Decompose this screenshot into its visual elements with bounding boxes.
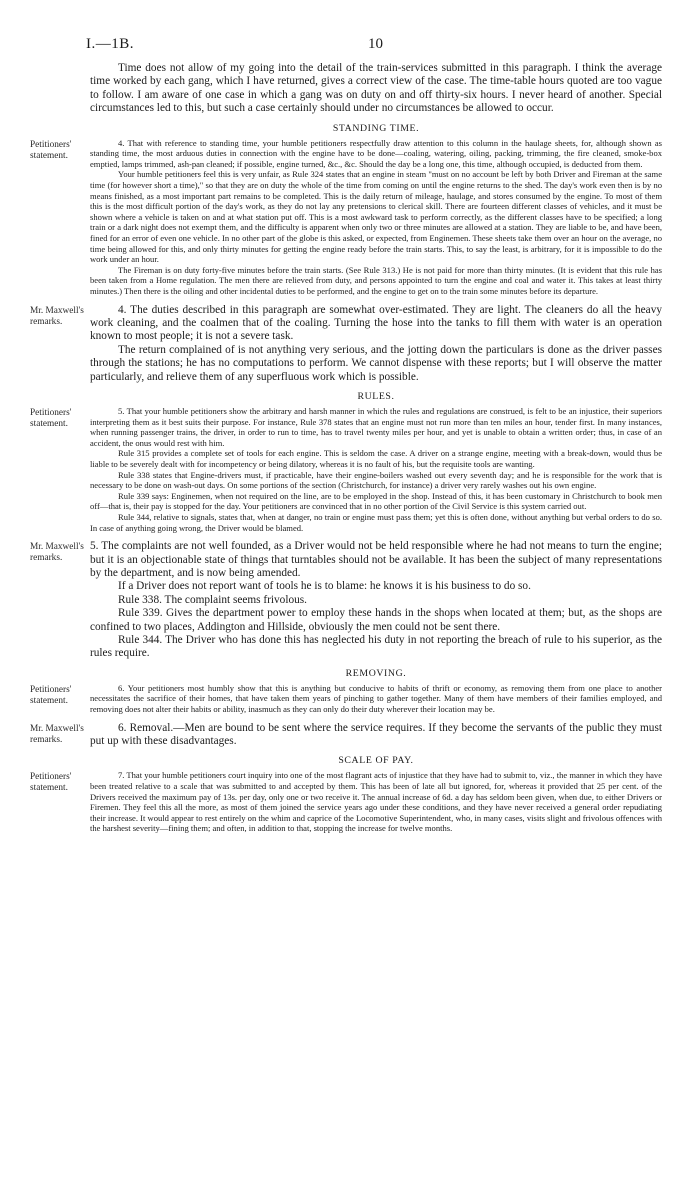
margin-label: Petitioners' statement. (30, 772, 72, 794)
paragraph: 6. Removal.—Men are bound to be sent where the service requires. If they become the servants of the public they must put up with these disadvantages. (90, 721, 662, 747)
paragraph: 4. That with reference to standing time, your humble petitioners respectfully draw attention to this column in the haulage sheets, for, although shown as standing time, the most arduous duties in connection with the engine have to be done—coaling, watering, oiling, packing, trimming, the fire cleaned, smoke-box emptied, lamps trimmed, ash-pan cleaned; if possible, engine turned, &c., &c. Should the day be a long one, this time, although occupied, is deducted from them. (90, 137, 662, 169)
paragraph: 6. Your petitioners most humbly show that this is anything but conducive to habits of thrift or economy, as removing them from one place to another necessitates the sacrifice of their homes, that have taken them years of pinching to gather together. Many of them have members of their families employed, and removing does not alter their habits or ability, inasmuch as they can only do their duty wherever their location may be. (90, 682, 662, 714)
paragraph: Rule 339. Gives the department power to employ these hands in the shops when located at them; but, as the shops are confined to two places, Addington and Hillside, obviously the men could not be sent there. (90, 607, 662, 633)
paragraph: Rule 338 states that Engine-drivers must, if practicable, have their engine-boilers washed out every seventh day; and he is responsible for the work that is necessary to be done on wash-out days. On some portions of the section (Christchurch, for instance) a driver very rarely washes out his own engine. (90, 469, 662, 491)
petitioners-statement-6 (0, 683, 700, 715)
section-heading-scale-of-pay: SCALE OF PAY. (338, 755, 414, 767)
petitioners-statement-4 (0, 138, 700, 297)
margin-label: Petitioners' statement. (30, 684, 72, 706)
paragraph: 4. The duties described in this paragraph are somewhat over-estimated. They are light. The cleaners do all the heavy work cleaning, and the coalmen that of the coaling. Turning the hose into the tanks to fill them with water is an operation known to most people; it is not a severe task. (90, 303, 662, 343)
paragraph: Rule 339 says: Enginemen, when not required on the line, are to be employed in the shop. Instead of this, it has been customary in Christchurch to book men off—that is, their pay is stopped for the day. Your petitioners are convinced that in no other portion of the Civil Service is this system carried out. (90, 490, 662, 512)
paragraph: Rule 338. The complaint seems frivolous. (118, 593, 307, 606)
page-header (86, 36, 646, 54)
paragraph: The Fireman is on duty forty-five minutes before the train starts. (See Rule 313.) He is not paid for more than thirty minutes. (It is evident that this rule has been taken from a Home regulation. The men there are relieved from duty, and persons appointed to turn the engine and coal and water it. This takes at least thirty minutes.) Then there is the oiling and other incidental duties to be performed, and the engine to get on to the train some minutes before its departure. (90, 264, 662, 296)
margin-label: Petitioners' statement. (30, 139, 72, 161)
petitioners-statement-5 (0, 406, 700, 533)
section-heading-standing-time: STANDING TIME. (332, 122, 420, 134)
section-heading-rules: RULES. (357, 390, 395, 402)
paragraph: 5. The complaints are not well founded, as a Driver would not be held responsible where he had not means to turn the engine; but it is an objectionable state of things that turntables should not be available. It has been the subject of many representations by the department, and is now being amended. (90, 540, 662, 579)
maxwell-remarks-5 (0, 540, 700, 661)
petitioners-statement-7 (0, 770, 700, 834)
document-body (0, 62, 700, 834)
section-heading-removing: REMOVING. (345, 667, 407, 679)
paragraph: 7. That your humble petitioners court inquiry into one of the most flagrant acts of injustice that they have had to submit to, viz., the manner in which they have been treated relative to a scale that was submitted to and accepted by them. This has been of late all but ignored, for, whereas it provided that 25 per cent. of the Drivers received the maximum pay of 13s. per day, only one or two receive it. The annual increase of 6d. a day has seldom been given, when due, to either Drivers or Firemen. They feel this all the more, as most of them joined the service years ago under these conditions, and they have never received a general order repudiating their increase. It would appear to rest entirely on the whim and caprice of the Locomotive Superintendent, who, in many cases, visits slight and frivolous offences with the harshest severity—fining them; and often, in addition to that, stopping the increase for twelve months. (90, 770, 662, 834)
margin-label: Petitioners' statement. (30, 407, 72, 429)
paragraph: Rule 315 provides a complete set of tools for each engine. This is seldom the case. A driver on a strange engine, meeting with a break-down, would thus be liable to be severely dealt with for incompetency or being dilatory, whereas it is no fault of his, but the requisite tools are wanting. (90, 448, 662, 469)
paragraph: The return complained of is not anything very serious, and the jotting down the particulars is done as the driver passes through the stations; he has no computations to perform. We cannot dispense with these reports; but I will observe the matter particularly, and relieve them of any superfluous work which is possible. (90, 343, 662, 383)
paragraph: 5. That your humble petitioners show the arbitrary and harsh manner in which the rules and regulations are construed, is felt to be an injustice, their superiors interpreting them as it best suits their purpose. For instance, Rule 378 states that an engine must not run more than ten miles an hour, tender first. In many instances, when running passenger trains, the driver, in order to run to time, has to travel twenty miles per hour, and yet is unable to obtain a written order; thus, in case of an accident, the onus would rest with him. (90, 405, 662, 448)
paragraph: If a Driver does not report want of tools he is to blame: he knows it is his business to do so. (118, 580, 531, 593)
maxwell-remarks-6 (0, 722, 700, 749)
margin-label: Mr. Maxwell's remarks. (30, 305, 84, 327)
page-number: 10 (368, 36, 383, 52)
paragraph: Your humble petitioners feel this is very unfair, as Rule 324 states that an engine in steam "must on no account be left by both Driver and Fireman at the same time (for however short a time)," so that they are on duty the whole of the time from coming on until the engine returns to the shed. The day's work even then is by no means finished, as a most important part remains to be completed. This is the daily return of mileage, haulage, and stores consumed by the engine. To most of them this is the most difficult portion of the day's work, as they do not lay any pretensions to clerical skill. There are fourteen different classes of vehicles, and it must be shown where a vehicle is taken on and at what station put off. This is a most awkward task to perform correctly, as the different classes have to be specified; a long train or a dark night does not exempt them, and the difficulty is apparent when only two or three minutes are allowed at a station. They are liable to be, and have been, fined for an error of even one vehicle. In no other part of the globe is this asked, or expected, from Enginemen. These sheets take them over an hour on the average, no time being allowed for this, and only thirty minutes for getting the engine ready before the train starts. This, to say the least, is arbitrary, for it is impossible to do the work under an hour. (90, 169, 662, 265)
document-reference: I.—1B. (86, 36, 134, 52)
maxwell-continuation (0, 62, 700, 116)
margin-label: Mr. Maxwell's remarks. (30, 723, 84, 745)
paragraph: Rule 344. The Driver who has done this has neglected his duty in not reporting the breach of rule to his superior, as the rules require. (90, 633, 662, 660)
paragraph: Time does not allow of my going into the detail of the train-services submitted in this paragraph. I think the average time worked by each gang, which I have returned, gives a correct view of the case. The time-table hours quoted are too vague to follow. I am aware of one case in which a gang was on duty on and off thirty-six hours. I never heard of another. Special circumstances led to this, but such a case certainly should under no circumstances be allowed to occur. (90, 62, 662, 115)
margin-label: Mr. Maxwell's remarks. (30, 542, 84, 564)
paragraph: Rule 344, relative to signals, states that, when at danger, no train or engine must pass them; yet this is often done, without anything but verbal orders to do so. In case of anything going wrong, the Driver would be blamed. (90, 511, 662, 533)
maxwell-remarks-4 (0, 304, 700, 384)
